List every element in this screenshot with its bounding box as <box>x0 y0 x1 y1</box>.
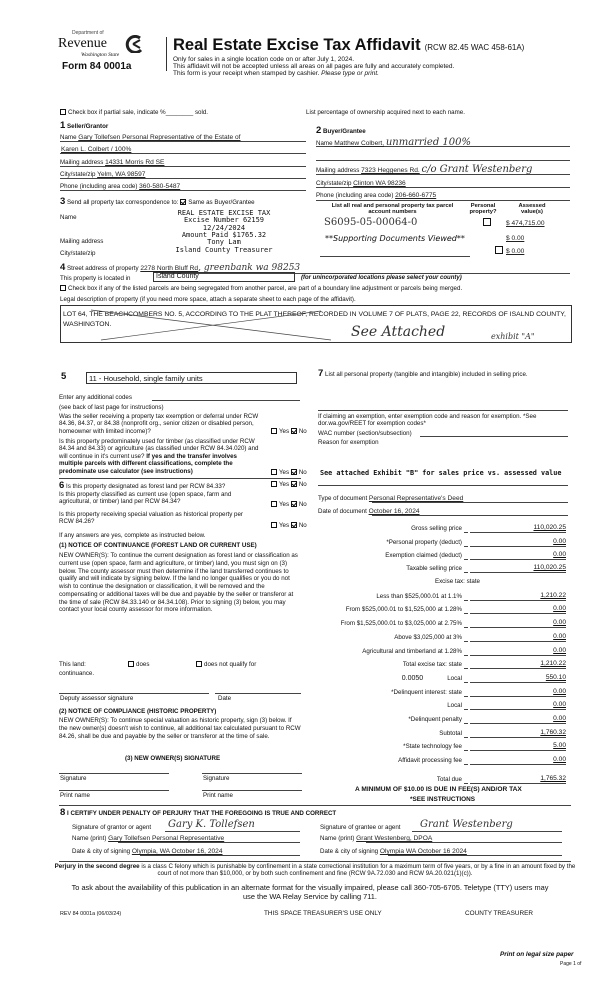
legal-description-box[interactable] <box>60 305 572 343</box>
handwritten-note: See Attached <box>351 324 446 340</box>
leader-line <box>464 682 468 683</box>
county-note: (for unincorporated locations please select your county) <box>301 275 462 281</box>
tax-row <box>300 564 566 573</box>
tax-row-label: Above $3,025,000 at 3% <box>394 634 462 642</box>
tax-row-value[interactable]: 0.00 <box>470 701 566 710</box>
leader-line <box>464 641 468 642</box>
handwritten-note: exhibit "A" <box>491 332 535 341</box>
sold-label: sold. <box>194 109 209 116</box>
notice-body: NEW OWNER(S): To continue the current designation as forest land or classification as current use (open space, farm and agriculture, or timber) land, you must sign on (3) below. The county assessor must then determine if the land transferred continues to qualify and will indicate by signing below. If the land no longer qualifies or you do not wish to continue the designation or classification, it will be removed and the compensating or additional taxes will be due and payable by the seller or transferor at the time of sale (RCW 84.33.140 or 84.34.108). Prior to signing (3) below, you may contact your local county assessor for more information. <box>59 552 298 614</box>
legal-description: LOT 64, THE BEACHCOMBERS NO. 5, ACCORDING TO THE PLAT THEREOF, RECORDED IN VOLUME 7 OF PLATS, PAGE 22, RECORDS OF ISALND COUNTY, WASHINGTON. <box>63 311 566 328</box>
handwritten-note: unmarried 100% <box>385 137 471 148</box>
tax-row <box>300 715 566 724</box>
field-label: Signature of grantor or agent <box>72 824 152 831</box>
tax-row-label: Excise tax: state <box>434 578 480 585</box>
tax-row-label: *Delinquent interest: state <box>391 689 462 697</box>
header-note: Only for sales in a single location code on or after July 1, 2024. <box>173 56 355 63</box>
title-row <box>173 36 524 54</box>
section-title: Seller/Grantor <box>67 123 109 130</box>
assessed-header: Assessed value(s) <box>518 203 546 216</box>
new-owner-signature-title: (3) NEW OWNER(S) SIGNATURE <box>125 755 221 762</box>
leader-line <box>464 655 468 656</box>
seller-name-field[interactable] <box>60 134 241 142</box>
field-value: Grant Westenberg, DPOA <box>356 835 433 842</box>
tax-row-label: Gross selling price <box>411 525 462 533</box>
use-code-select[interactable]: 11 - Household, single family units <box>86 372 297 384</box>
leader-line <box>464 572 468 573</box>
county-select[interactable]: Island County <box>153 272 295 282</box>
stamp-line: REAL ESTATE EXCISE TAX <box>177 209 271 217</box>
yes-checkbox[interactable] <box>271 428 277 434</box>
treasurer-stamp <box>164 210 284 254</box>
field-value: 360-580-5487 <box>139 183 181 190</box>
stamp-line: Amount Paid $1765.32 <box>181 231 267 240</box>
field-value: Olympia, WA October 16, 2024 <box>131 848 223 855</box>
same-as-buyer-label: Same as Buyer/Grantee <box>188 199 255 206</box>
certify-heading <box>60 807 336 818</box>
personal-header: Personal property? <box>469 203 497 216</box>
tax-row-label: Less than $525,000.01 at 1.1% <box>376 593 462 601</box>
field-label: Mailing address <box>316 167 360 174</box>
tax-row <box>300 551 566 560</box>
forest-question <box>59 480 225 491</box>
assessed-value[interactable]: $ 474,715.00 <box>506 220 545 227</box>
q-text: Is this property predominately used for timber (as classified under RCW 84.34 and 84.33) or agriculture (as classified under RCW 84.34.020) and will continue in it's current use? <box>59 438 259 460</box>
deputy-signature-label: Deputy assessor signature <box>60 695 134 702</box>
segregate-label: Check box if any of the listed parcels are being segregated from another parcel, are part of a boundary line adjustment or parcels being merged. <box>68 285 463 292</box>
does-not-option <box>196 661 256 668</box>
minimum-note: A MINIMUM OF $10.00 IS DUE IN FEE(S) AND/OR TAX <box>355 786 522 793</box>
field-value: Clinton WA 98236 <box>353 180 406 187</box>
field-label: City/state/zip <box>316 180 352 187</box>
logo <box>58 31 158 75</box>
tax-row <box>300 660 566 669</box>
partial-sale-label: Check box if partial sale, indicate % <box>68 109 166 116</box>
logo-revenue: Revenue <box>58 36 107 51</box>
certify-title: I CERTIFY UNDER PENALTY OF PERJURY THAT THE FOREGOING IS TRUE AND CORRECT <box>67 810 337 817</box>
tax-row-value[interactable]: 0.00 <box>470 647 566 656</box>
perjury-note <box>50 863 580 878</box>
tax-row-label: Affidavit processing fee <box>398 757 462 765</box>
tax-row <box>300 756 566 765</box>
yes-checkbox[interactable] <box>271 469 277 475</box>
no-checkbox[interactable] <box>291 522 297 528</box>
wac-field[interactable]: WAC number (section/subsection) <box>318 430 412 437</box>
leader-line <box>464 668 468 669</box>
assessed-value[interactable]: $ 0.00 <box>506 235 525 242</box>
tax-row <box>300 701 566 710</box>
tax-row-label: Exemption claimed (deduct) <box>385 552 462 560</box>
leader-line <box>464 627 468 628</box>
q-text-bold: If yes and the transfer involves multiple parcels with different classifications, complete the predominate use calculator (see instructions) <box>59 452 237 475</box>
parcel-number[interactable]: S6095-05-00064-0 <box>324 217 418 228</box>
tax-row-label: Subtotal <box>439 730 462 738</box>
partial-sale-checkbox[interactable] <box>60 109 66 115</box>
type-note: Please type or print. <box>321 70 379 77</box>
tax-row-label: Total due <box>436 776 462 784</box>
field-value: Personal Representative's Deed <box>368 495 464 502</box>
personal-property-checkbox[interactable] <box>495 246 503 254</box>
tax-row <box>300 619 566 628</box>
tax-row-label: Agricultural and timberland at 1.28% <box>362 648 462 656</box>
personal-property-question <box>318 368 568 379</box>
field-label: This property is located in <box>60 275 131 282</box>
yes-no-q4 <box>271 501 307 508</box>
yes-checkbox[interactable] <box>271 481 277 487</box>
field-label: Name <box>60 134 77 141</box>
yes-label: Yes <box>279 481 290 488</box>
section-title: Buyer/Grantee <box>323 128 366 135</box>
tax-row <box>300 674 566 683</box>
buyer-mail-field[interactable] <box>316 164 532 176</box>
date-label: Date <box>218 695 232 702</box>
tax-row-value[interactable]: 0.00 <box>470 633 566 642</box>
tax-row-value[interactable]: 1,760.32 <box>470 729 566 738</box>
tax-row-value[interactable]: 0.00 <box>470 538 566 547</box>
treasurer-use-label: THIS SPACE TREASURER'S USE ONLY <box>264 910 382 917</box>
field-value: October 16, 2024 <box>368 508 420 515</box>
seller-heading <box>60 120 108 131</box>
field-label: Date of document <box>318 508 367 515</box>
accessibility-note: To ask about the availability of this publication in an alternate format for the visually impaired, please call 360-705-6705. Teletype (TTY) users may use the WA Relay Service by calling 711. <box>71 883 549 901</box>
grantee-signature[interactable]: Grant Westenberg <box>420 819 513 830</box>
tax-row-value[interactable]: 110,020.25 <box>470 524 566 533</box>
buyer-heading <box>316 125 366 136</box>
notice-title: (1) NOTICE OF CONTINUANCE (FOREST LAND OR CURRENT USE) <box>59 542 257 549</box>
stamp-line: Tony Lam <box>207 238 241 247</box>
does-label: does <box>136 661 150 668</box>
field-label: Signature of grantee or agent <box>320 824 401 831</box>
leader-line <box>464 559 468 560</box>
legal-size-note: Print on legal size paper <box>500 951 574 958</box>
strikethrough-x <box>91 308 341 342</box>
print-name-field[interactable]: Print name <box>203 792 233 799</box>
header-divider <box>166 37 167 71</box>
form-number: Form 84 0001a <box>62 61 132 72</box>
tax-row-label: From $525,000.01 to $1,525,000 at 1.28% <box>345 606 462 614</box>
leader-line <box>464 783 468 784</box>
field-label: Phone (including area code) <box>316 192 394 199</box>
partial-sale: Check box if partial sale, indicate %________ sold. <box>60 109 208 116</box>
yes-checkbox[interactable] <box>271 501 277 507</box>
question-text: Was the seller receiving a property tax exemption or deferral under RCW 84.36, 84.37, or 84.38 (nonprofit org., senior citizen or disabled person, homeowner with limited income)? <box>59 413 259 435</box>
field-label: Name (print) <box>72 835 107 842</box>
this-land-label: This land: <box>59 661 86 668</box>
tax-row-value[interactable]: 0.00 <box>470 619 566 628</box>
question-text: Is this property receiving special valuation as historical property per RCW 84.26? <box>59 511 243 526</box>
section-number: 3 <box>60 196 66 207</box>
section-number: 2 <box>316 125 322 136</box>
field-label: Name <box>60 214 77 221</box>
reason-field[interactable]: Reason for exemption <box>318 439 379 446</box>
stamp-line: Excise Number 62159 <box>183 216 265 225</box>
header-note: This affidavit will not be accepted unless all areas on all pages are fully and accurately completed. <box>173 63 455 70</box>
leader-line <box>464 750 468 751</box>
field-value: Olympia WA October 16 2024 <box>379 848 467 855</box>
page-number: Page 1 of <box>560 961 582 967</box>
additional-codes-label: Enter any additional codes <box>59 394 132 401</box>
tax-row <box>300 633 566 642</box>
leader-line <box>464 532 468 533</box>
yes-no-q2 <box>271 469 307 476</box>
tax-row <box>300 578 480 585</box>
seller-city-field[interactable] <box>60 171 145 179</box>
print-name-field[interactable]: Print name <box>60 792 90 799</box>
rcw-ref: (RCW 82.45 WAC 458-61A) <box>424 43 525 52</box>
personal-property-checkbox[interactable] <box>483 218 491 226</box>
no-checkbox[interactable] <box>291 481 297 487</box>
seller-name-line2[interactable]: Karen L. Colbert / 100% <box>61 146 132 153</box>
field-label: City/state/zip <box>60 250 96 257</box>
tax-row-value[interactable]: 1,210.22 <box>470 660 566 669</box>
grantor-signature[interactable]: Gary K. Tollefsen <box>168 819 255 830</box>
field-value: 14331 Morris Rd SE <box>105 159 165 166</box>
see-back-note: (see back of last page for instructions) <box>59 404 164 411</box>
field-label: Mailing address <box>60 159 104 166</box>
section-number: 7 <box>318 368 324 379</box>
field-value: Gary Tollefsen Personal Representative of the Estate of <box>78 134 241 141</box>
tax-row <box>300 729 566 738</box>
stamp-line: 12/24/2024 <box>202 223 246 232</box>
local-rate: 0.0050 <box>401 674 424 682</box>
q-text: List all personal property (tangible and intangible) included in selling price. <box>325 371 528 378</box>
field-value: 7323 Heggenes Rd. <box>361 167 420 174</box>
field-value: Matthew Colbert, <box>334 140 385 147</box>
section-label: Send all property tax correspondence to: <box>67 199 179 206</box>
tax-row-value[interactable]: 110,020.25 <box>470 564 566 573</box>
signature-field[interactable]: Signature <box>203 775 230 782</box>
question-text <box>59 438 259 475</box>
tax-row-value[interactable]: 0.00 <box>470 551 566 560</box>
tax-row-label: Local <box>447 702 462 710</box>
legal-label: Legal description of property (if you need more space, attach a separate sheet to each page of the affidavit). <box>60 296 356 303</box>
tax-row-value[interactable]: 0.00 <box>470 688 566 697</box>
notice-text: NEW OWNER(S): To continue special valuation as historic property, sign (3) below. If the new owner(s) doesn't wish to continue, all additional tax calculated pursuant to RCW 84.26, shall be due and payable by the seller or transferor at the time of sale. <box>59 717 301 740</box>
leader-line <box>464 696 468 697</box>
leader-line <box>464 613 468 614</box>
revision-label: REV 84 0001a (06/03/24) <box>60 911 122 917</box>
parcel-number[interactable]: **Supporting Documents Viewed** <box>325 234 465 243</box>
yes-label: Yes <box>279 501 290 508</box>
tax-row <box>300 524 566 533</box>
tax-row <box>300 688 566 697</box>
dor-logo-icon <box>124 35 144 53</box>
does-checkbox[interactable] <box>128 661 134 667</box>
yes-no-q1 <box>271 428 307 435</box>
segregate-checkbox[interactable] <box>60 285 66 291</box>
stamp-line: Island County Treasurer <box>175 245 273 254</box>
tax-row <box>300 605 566 614</box>
tax-row <box>300 742 566 751</box>
signature-field[interactable]: Signature <box>60 775 87 782</box>
section-number: 4 <box>60 262 66 273</box>
q-text: Is this property designated as forest land per RCW 84.33? <box>66 483 226 490</box>
handwritten-note: c/o Grant Westenberg <box>421 164 533 175</box>
no-checkbox[interactable] <box>291 501 297 507</box>
field-value: Gary Tollefsen Personal Representative <box>108 835 225 842</box>
yes-label: Yes <box>279 428 290 435</box>
tax-row-value[interactable]: 0.00 <box>470 605 566 614</box>
tax-row <box>300 647 566 656</box>
county-treasurer-label: COUNTY TREASURER <box>465 910 533 917</box>
tax-row-label: Taxable selling price <box>406 565 462 573</box>
seller-mail-field[interactable] <box>60 159 164 167</box>
tax-row-value[interactable]: 5.00 <box>470 742 566 751</box>
no-label: No <box>298 522 307 529</box>
section-number: 5 <box>61 371 67 382</box>
same-as-buyer-checkbox[interactable] <box>180 199 186 205</box>
leader-line <box>464 600 468 601</box>
leader-line <box>464 764 468 765</box>
tax-row-label: *Delinquent penalty <box>408 716 462 724</box>
tax-row-label: *Personal property (deduct) <box>386 539 462 547</box>
header-note <box>173 70 379 78</box>
handwritten-note: , greenbank wa 98253 <box>198 263 301 273</box>
section-number: 1 <box>60 120 66 131</box>
section-number: 6 <box>59 480 65 491</box>
no-label: No <box>298 501 307 508</box>
does-not-label: does not qualify for <box>204 661 257 668</box>
answers-note: If any answers are yes, complete as instructed below. <box>59 532 206 539</box>
leader-line <box>464 709 468 710</box>
logo-state: Washington State <box>81 52 120 58</box>
parcel-header: List all real and personal property tax parcel account numbers <box>331 203 454 216</box>
ownership-note: List percentage of ownership acquired next to each name. <box>306 109 465 116</box>
notice-text <box>59 552 301 614</box>
section-number: 8 <box>60 807 66 818</box>
buyer-name-field[interactable] <box>316 137 471 149</box>
buyer-city-field[interactable] <box>316 180 406 188</box>
logo-dept: Department of <box>72 30 104 36</box>
tax-row <box>300 538 566 547</box>
tax-row-label: Total excise tax: state <box>402 661 462 669</box>
field-label: Name (print) <box>320 835 355 842</box>
perjury-bold: Perjury in the second degree <box>54 863 140 870</box>
question-text: Is this property classified as current use (open space, farm and agricultural, or timber) land per RCW 84.34? <box>59 491 232 506</box>
tax-row-label: Local <box>447 675 462 683</box>
perjury-text: is a class C felony which is punishable by confinement in a state correctional institution for a maximum term of five years, or by a fine in an amount fixed by the court of not more than $10,000, or by both such confinement and fine (RCW 9A.72.030 and RCW 9A.20.021(1)(c)). <box>139 863 576 878</box>
leader-line <box>464 546 468 547</box>
field-label: Name <box>316 140 333 147</box>
field-value: 2278 North Bluff Rd <box>140 265 199 272</box>
see-instructions: *SEE INSTRUCTIONS <box>410 796 475 803</box>
leader-line <box>464 737 468 738</box>
yes-no-q3 <box>271 481 307 488</box>
tax-row-value[interactable]: 1,210.22 <box>470 592 566 601</box>
field-label: Date & city of signing <box>320 848 379 855</box>
field-value: 206-660-6775 <box>395 192 437 199</box>
tax-row <box>300 592 566 601</box>
no-checkbox[interactable] <box>291 428 297 434</box>
yes-label: Yes <box>279 469 290 476</box>
field-label: City/state/zip <box>60 171 96 178</box>
field-value: Yelm, WA 98597 <box>97 171 146 178</box>
assessed-value[interactable]: $ 0.00 <box>506 248 525 255</box>
tax-row-value[interactable]: 0.00 <box>470 715 566 724</box>
segregate-row <box>60 285 462 292</box>
field-label: Street address of property <box>67 265 139 272</box>
tax-row <box>300 775 566 784</box>
no-label: No <box>298 469 307 476</box>
tax-row-value[interactable]: 0.00 <box>470 756 566 765</box>
field-label: Mailing address <box>60 238 104 245</box>
tax-row-value[interactable]: 550.10 <box>470 674 566 683</box>
exhibit-note: See attached Exhibit "B" for sales price vs. assessed value <box>320 469 562 477</box>
does-not-checkbox[interactable] <box>196 661 202 667</box>
page-title: Real Estate Excise Tax Affidavit <box>173 36 421 54</box>
tax-row-label: From $1,525,000.01 to $3,025,000 at 2.75% <box>340 620 462 628</box>
seller-phone-field[interactable] <box>60 183 180 191</box>
yes-label: Yes <box>279 522 290 529</box>
tax-row-label: *State technology fee <box>403 743 462 751</box>
field-label: Date & city of signing <box>72 848 131 855</box>
tax-row-value[interactable]: 1,765.32 <box>470 775 566 784</box>
field-label: Type of document <box>318 495 368 502</box>
exemption-note: If claiming an exemption, enter exemption code and reason for exemption. *See dor.wa.gov/REET for exemption codes* <box>318 413 537 428</box>
receipt-note: This form is your receipt when stamped by cashier. <box>173 70 320 77</box>
section3-heading <box>60 197 255 207</box>
notice-title: (2) NOTICE OF COMPLIANCE (HISTORIC PROPERTY) <box>59 708 217 715</box>
continuance-label: continuance. <box>59 670 95 677</box>
no-checkbox[interactable] <box>291 469 297 475</box>
yes-checkbox[interactable] <box>271 522 277 528</box>
field-label: Phone (including area code) <box>60 183 138 190</box>
buyer-phone-field[interactable] <box>316 192 436 200</box>
leader-line <box>464 723 468 724</box>
does-option <box>128 661 149 668</box>
no-label: No <box>298 481 307 488</box>
no-label: No <box>298 428 307 435</box>
